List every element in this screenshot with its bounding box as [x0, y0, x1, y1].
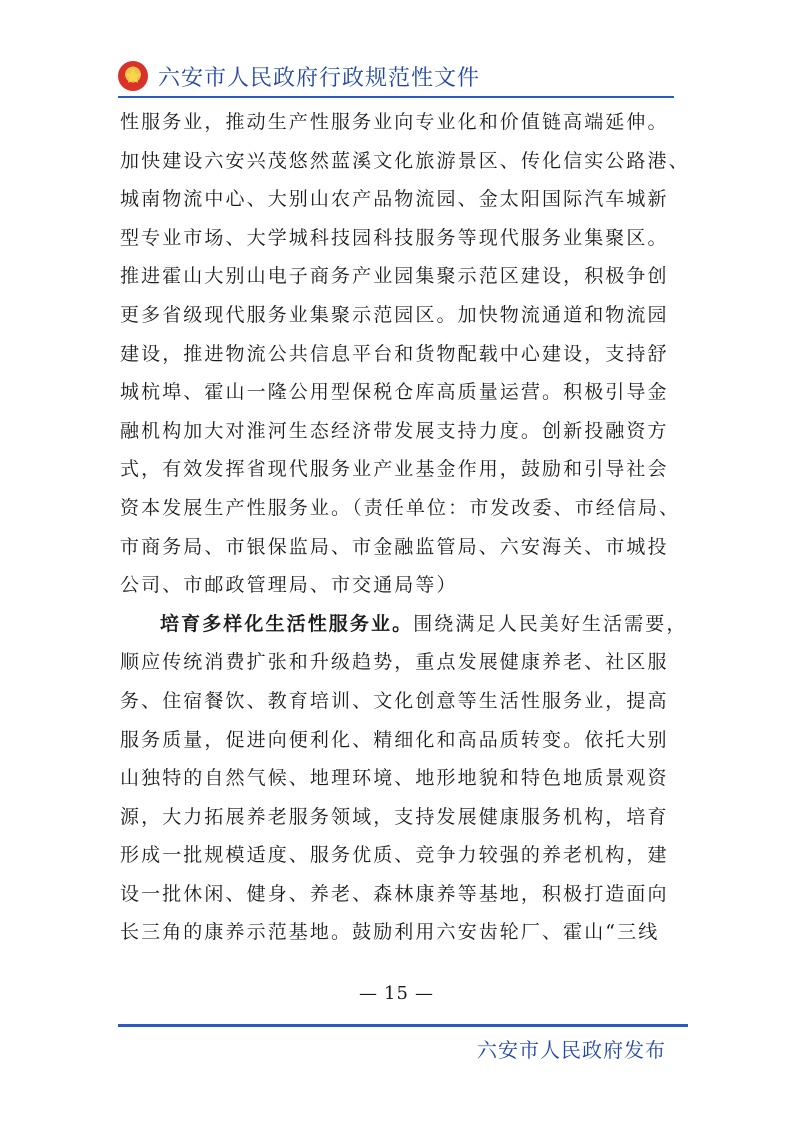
page-number: — 15 —: [359, 983, 434, 1004]
national-emblem-icon: [118, 61, 148, 91]
text-line: 服务质量，促进向便利化、精细化和高品质转变。依托大别: [120, 728, 669, 751]
header-title: 六安市人民政府行政规范性文件: [158, 65, 481, 91]
paragraph-2: [120, 605, 688, 952]
page-number-value: 15: [384, 983, 409, 1004]
paragraph-2-first-line: [120, 605, 688, 644]
text-line: 长三角的康养示范基地。鼓励利用六安齿轮厂、霍山“三线: [120, 921, 660, 944]
text-line: 市商务局、市银保监局、市金融监管局、六安海关、市城投: [120, 535, 669, 558]
text-line: 融机构加大对淮河生态经济带发展支持力度。创新投融资方: [120, 419, 669, 442]
text-line: 顺应传统消费扩张和升级趋势，重点发展健康养老、社区服: [120, 651, 669, 674]
footer-divider: [118, 1024, 688, 1027]
text-line: 更多省级现代服务业集聚示范园区。加快物流通道和物流园: [120, 303, 669, 326]
emblem-star-icon: [123, 66, 143, 86]
text-line: 务、住宿餐饮、教育培训、文化创意等生活性服务业，提高: [120, 689, 669, 712]
text-line: 设一批休闲、健身、养老、森林康养等基地，积极打造面向: [120, 882, 669, 905]
text-line: 山独特的自然气候、地理环境、地形地貌和特色地质景观资: [120, 767, 669, 790]
footer-publisher: 六安市人民政府发布: [477, 1038, 666, 1062]
text-line: 公司、市邮政管理局、市交通局等）: [120, 574, 458, 597]
text-line: 型专业市场、大学城科技园科技服务等现代服务业集聚区。: [120, 226, 669, 249]
document-header: [118, 58, 480, 94]
text-line: 城南物流中心、大别山农产品物流园、金太阳国际汽车城新: [120, 188, 669, 211]
section-heading: 培育多样化生活性服务业。: [160, 612, 414, 635]
text-line: 式，有效发挥省现代服务业产业基金作用，鼓励和引导社会: [120, 458, 669, 481]
text-line: 源，大力拓展养老服务领域，支持发展健康服务机构，培育: [120, 805, 669, 828]
text-line: 形成一批规模适度、服务优质、竞争力较强的养老机构，建: [120, 844, 669, 867]
text-line: 城杭埠、霍山一隆公用型保税仓库高质量运营。积极引导金: [120, 381, 669, 404]
text-line: 推进霍山大别山电子商务产业园集聚示范区建设，积极争创: [120, 265, 669, 288]
text-line: 资本发展生产性服务业。（责任单位：市发改委、市经信局、: [120, 496, 681, 519]
header-divider: [118, 96, 674, 98]
text-line: 加快建设六安兴茂悠然蓝溪文化旅游景区、传化信实公路港、: [120, 149, 690, 172]
paragraph-1: [120, 103, 690, 605]
text-line: 性服务业，推动生产性服务业向专业化和价值链高端延伸。: [120, 111, 669, 133]
document-body: [120, 103, 690, 952]
text-line: 建设，推进物流公共信息平台和货物配载中心建设，支持舒: [120, 342, 669, 365]
text-run: 围绕满足人民美好生活需要，: [413, 612, 688, 635]
